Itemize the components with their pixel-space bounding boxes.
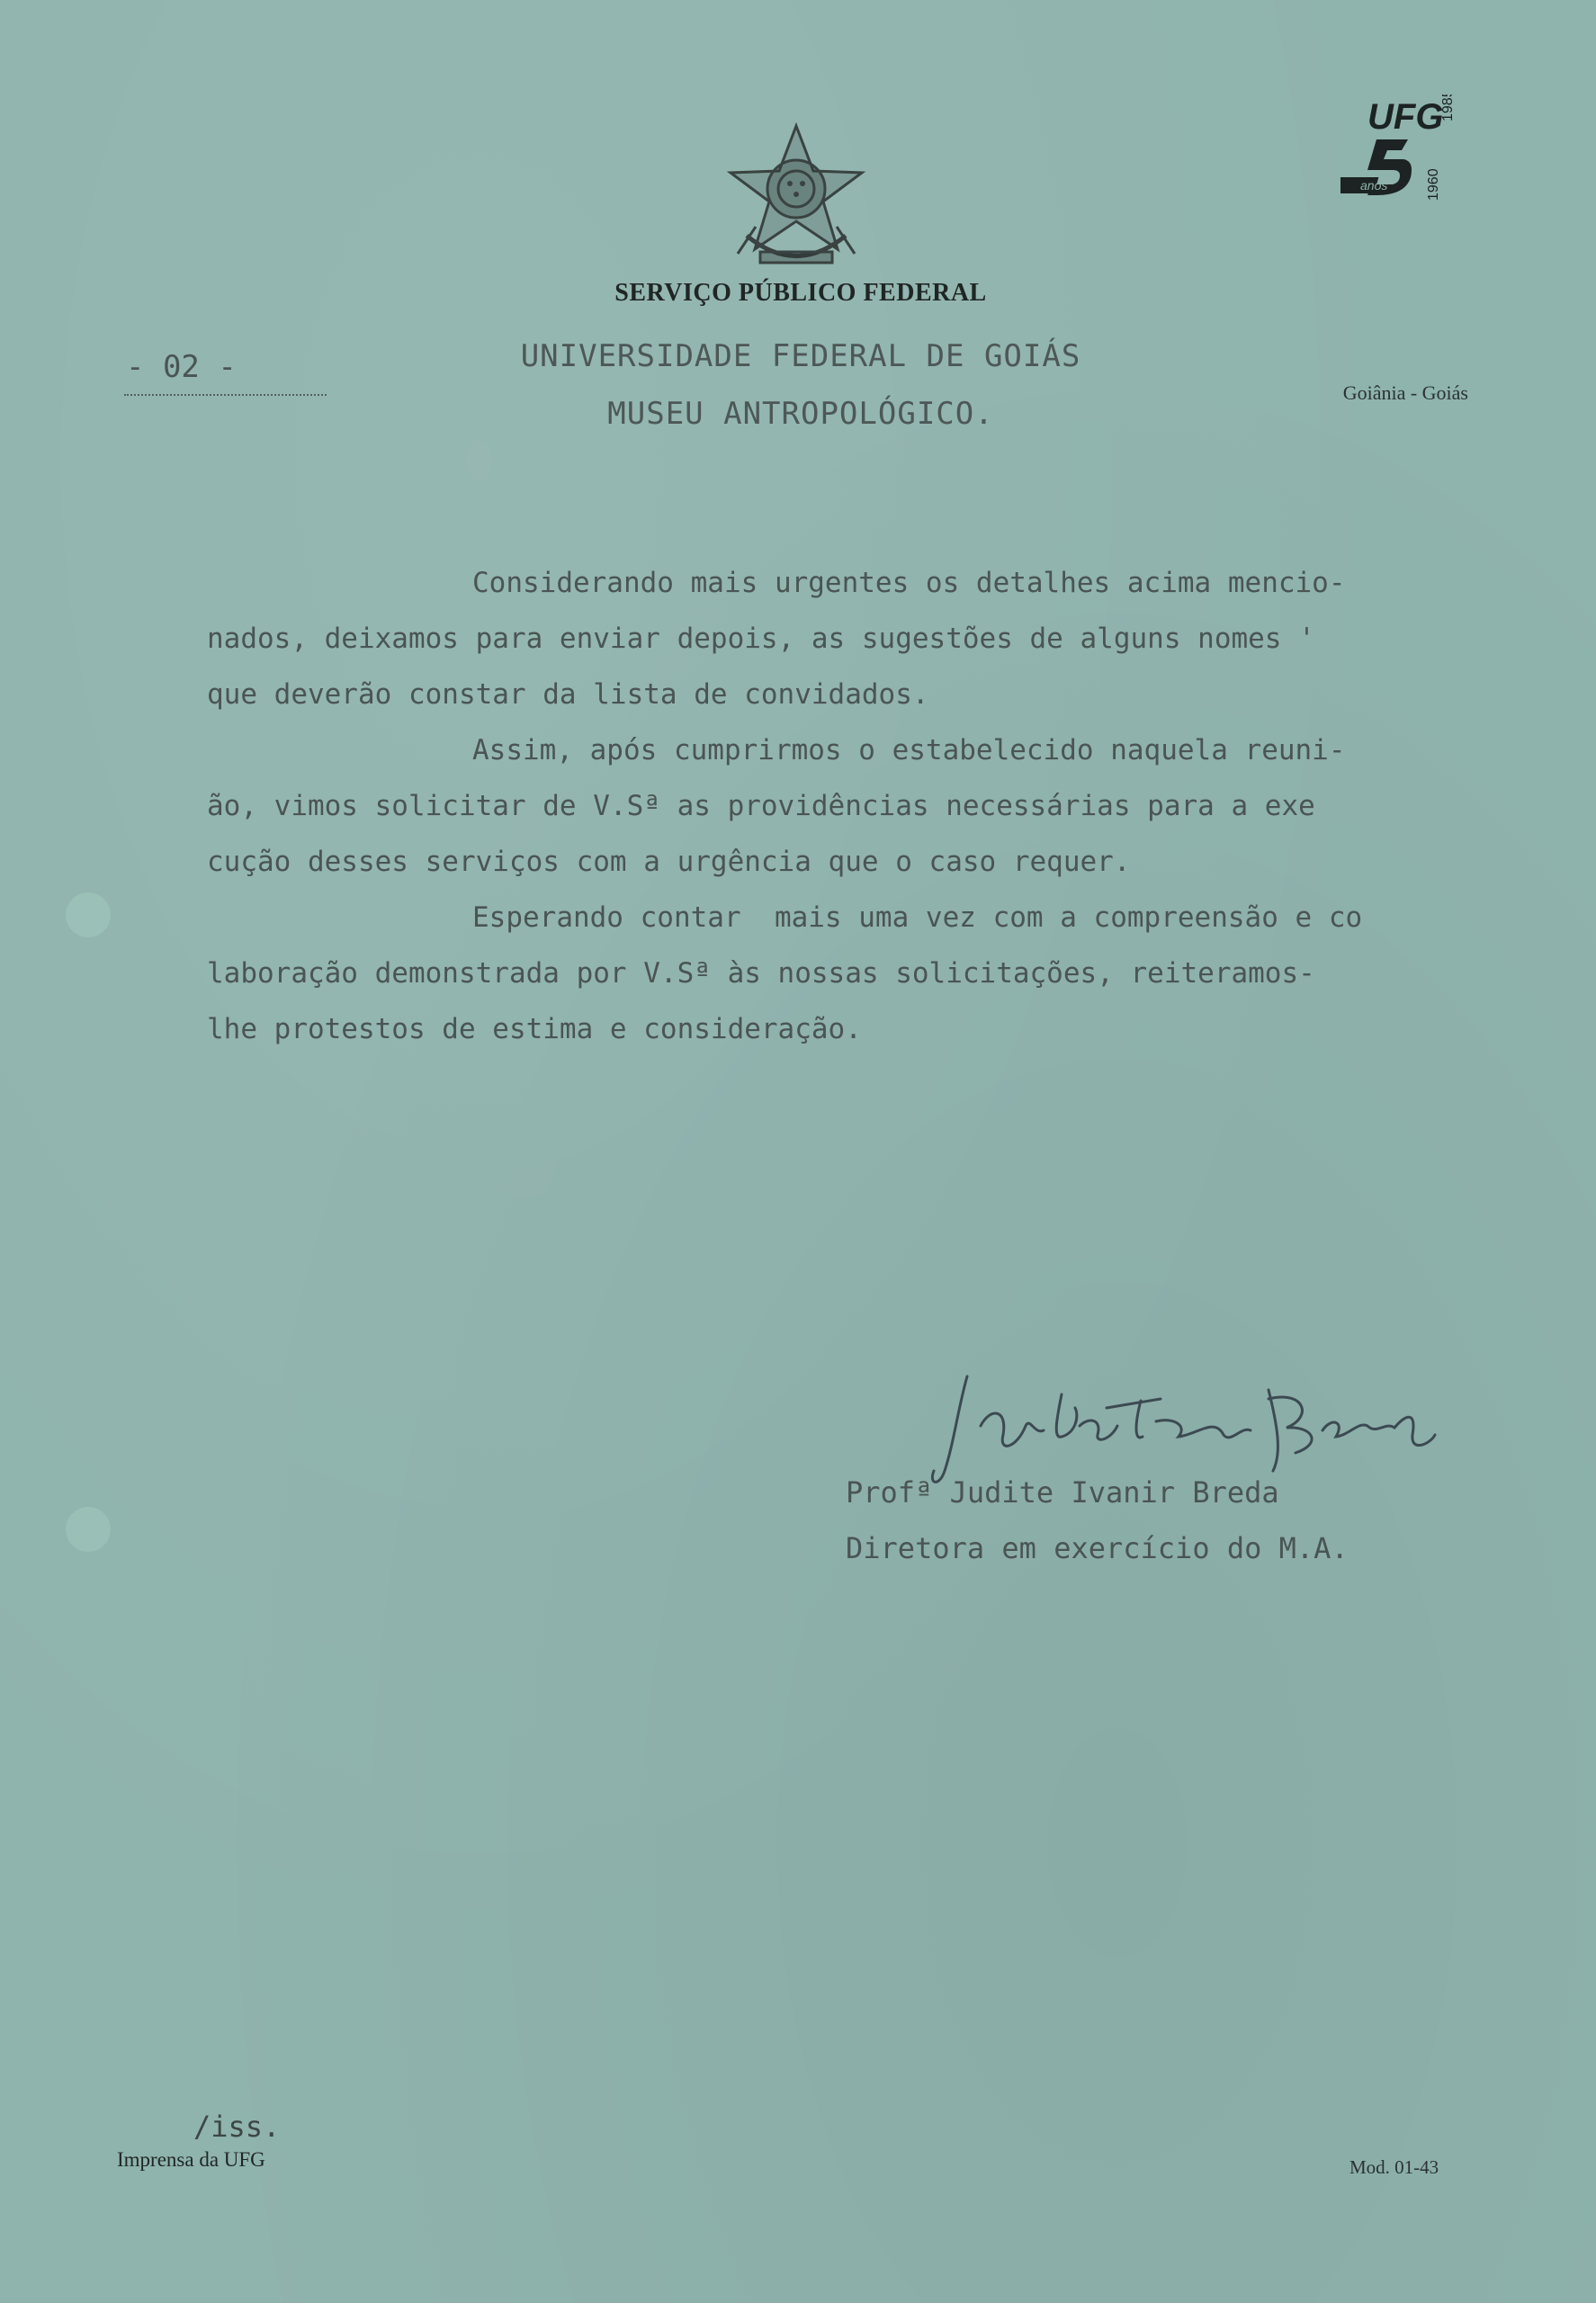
body-line: Assim, após cumprirmos o estabelecido naquela reuni- bbox=[472, 734, 1346, 766]
brazil-coat-of-arms-icon bbox=[720, 119, 873, 276]
body-line: que deverão constar da lista de convidados. bbox=[207, 678, 929, 711]
form-model-number: Mod. 01-43 bbox=[1349, 2156, 1439, 2178]
university-name: UNIVERSIDADE FEDERAL DE GOIÁS bbox=[520, 338, 1081, 374]
body-line: nados, deixamos para enviar depois, as sugestões de alguns nomes ' bbox=[207, 623, 1315, 655]
body-line: Considerando mais urgentes os detalhes acima mencio- bbox=[472, 567, 1346, 599]
organization-title: SERVIÇO PÚBLICO FEDERAL bbox=[614, 279, 987, 307]
page-number-underline bbox=[124, 394, 327, 396]
body-line: lhe protestos de estima e consideração. bbox=[207, 1013, 862, 1045]
logo-year-end: 1985 bbox=[1440, 94, 1456, 121]
ufg-25-anos-logo-icon bbox=[1340, 94, 1484, 207]
punch-hole bbox=[66, 892, 111, 937]
typist-initials: /iss. bbox=[193, 2110, 281, 2144]
page-number: - 02 - bbox=[126, 349, 237, 385]
body-line: ão, vimos solicitar de V.Sª as providências necessárias para a exe bbox=[207, 790, 1315, 822]
logo-text: UFG bbox=[1367, 97, 1444, 137]
signer-role: Diretora em exercício do M.A. bbox=[846, 1531, 1349, 1565]
signer-name: Profª Judite Ivanir Breda bbox=[846, 1475, 1279, 1510]
punch-hole bbox=[66, 1507, 111, 1552]
body-line: Esperando contar mais uma vez com a compreensão e co bbox=[472, 901, 1363, 934]
body-line: laboração demonstrada por V.Sª às nossas solicitações, reiteramos- bbox=[207, 957, 1315, 990]
printer-credit: Imprensa da UFG bbox=[117, 2148, 265, 2171]
museum-name: MUSEU ANTROPOLÓGICO. bbox=[607, 396, 994, 432]
city-location: Goiânia - Goiás bbox=[1342, 381, 1468, 404]
letter-body bbox=[207, 556, 1466, 1058]
body-line: cução desses serviços com a urgência que o caso requer. bbox=[207, 846, 1131, 878]
logo-anos-text: anos bbox=[1360, 178, 1388, 193]
logo-year-start: 1960 bbox=[1426, 168, 1441, 201]
